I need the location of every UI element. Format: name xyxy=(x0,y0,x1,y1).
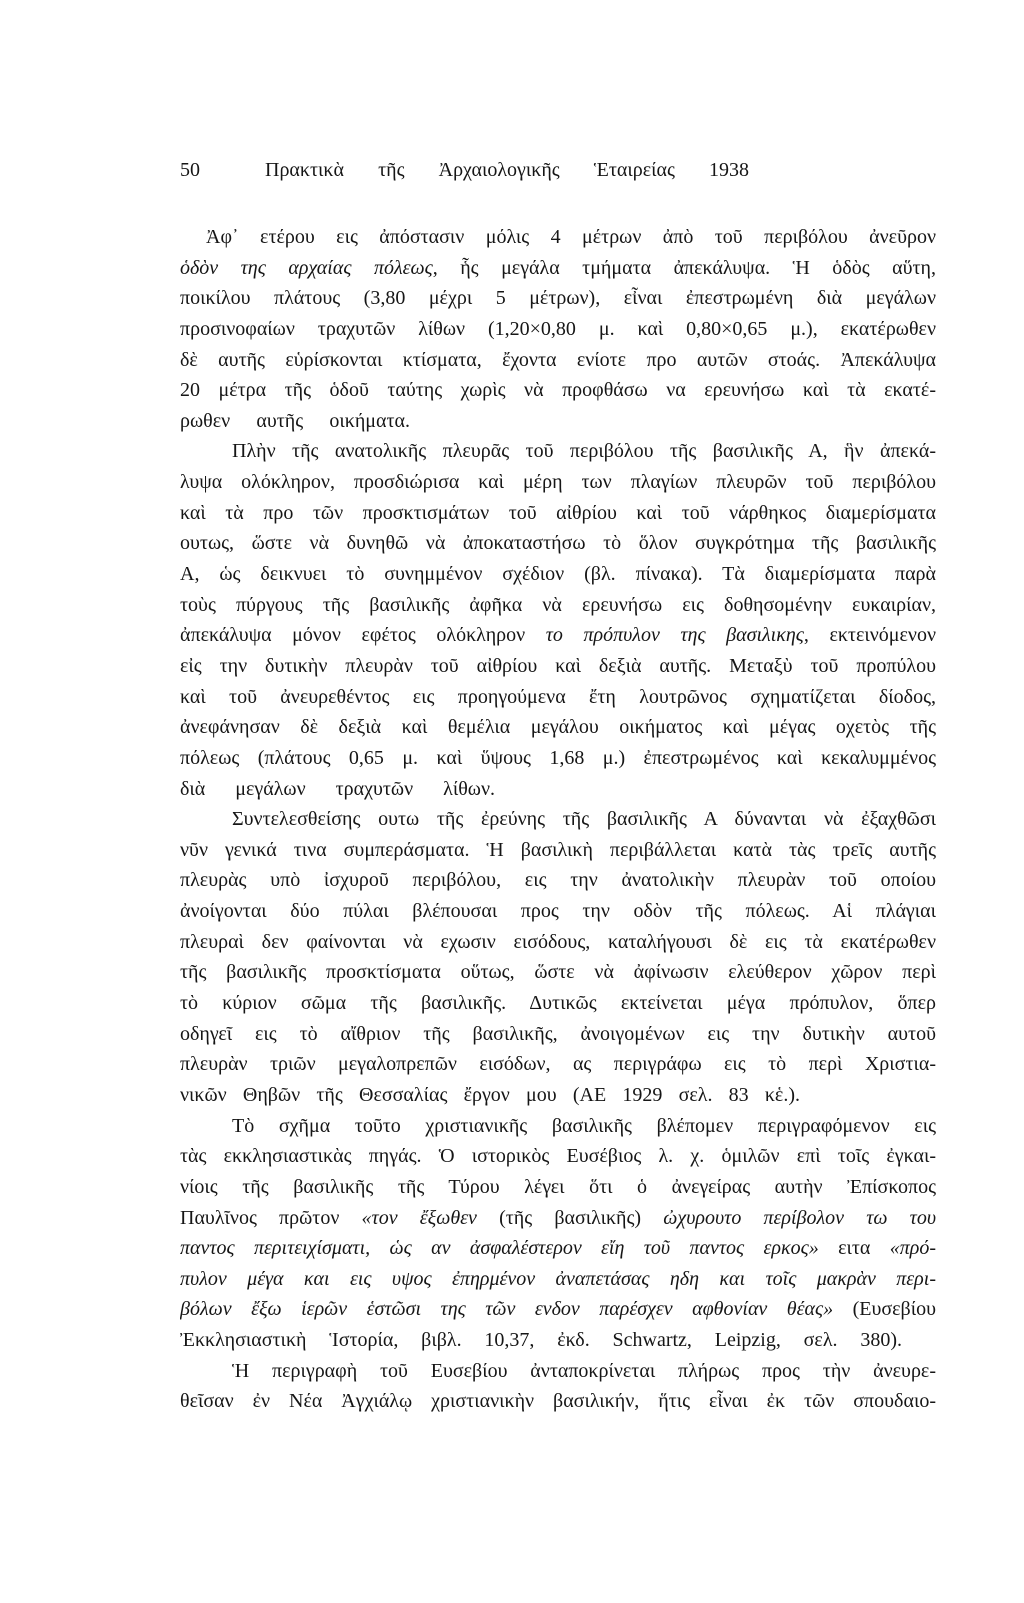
italic-text: ὁδὸν της αρχαίας πόλεως xyxy=(180,256,433,279)
page-number: 50 xyxy=(180,159,200,181)
text-line: πλευρὰς υπὸ ἰσχυροῦ περιβόλου, εις την ἀνατολικὴν πλευρὰν τοῦ οποίου xyxy=(180,869,936,892)
text-line: νικῶν Θηβῶν τῆς Θεσσαλίας ἔργον μου (ΑΕ 1929 σελ. 83 κἑ.). xyxy=(180,1083,800,1106)
text-line xyxy=(180,1233,936,1264)
italic-text: βόλων ἔξω ἱερῶν ἑστῶσι της τῶν ενδον παρέσχεν αφθονίαν θέας» xyxy=(180,1298,834,1321)
text-segment: , εκτεινόμενον xyxy=(803,624,936,647)
running-head: Πρακτικὰ τῆς Ἀρχαιολογικῆς Ἑταιρείας 1938 xyxy=(265,159,749,181)
text-segment: , ἧς μεγάλα τμήματα ἀπεκάλυψα. Ἡ ὁδὸς αὕτη, xyxy=(432,256,936,279)
text-line: ουτως, ὥστε νὰ δυνηθῶ νὰ ἀποκαταστήσω τὸ ὅλον συγκρότημα τῆς βασιλικῆς xyxy=(180,532,936,555)
text-line: προσινοφαίων τραχυτῶν λίθων (1,20×0,80 μ. καὶ 0,80×0,65 μ.), εκατέρωθεν xyxy=(180,317,936,340)
text-line: Ἡ περιγραφὴ τοῦ Ευσεβίου ἀνταποκρίνεται πλήρως προς τὴν ἀνευρε- xyxy=(232,1359,936,1382)
text-line: 20 μέτρα τῆς ὁδοῦ ταύτης χωρὶς νὰ προφθάσω να ερευνήσω καὶ τὰ εκατέ- xyxy=(180,379,936,402)
italic-text: «πρό- xyxy=(889,1237,936,1260)
text-line: πλευρὰν τριῶν μεγαλοπρεπῶν εισόδων, ας περιγράφω εις τὸ περὶ Χριστια- xyxy=(180,1053,936,1076)
text-line: οδηγεῖ εις τὸ αἴθριον τῆς βασιλικῆς, ἀνοιγομένων εις την δυτικὴν αυτοῦ xyxy=(180,1022,936,1045)
text-line xyxy=(180,253,936,284)
italic-text: το πρόπυλον της βασιλικης xyxy=(545,624,804,647)
text-line: τὸ κύριον σῶμα τῆς βασιλικῆς. Δυτικῶς εκτείνεται μέγα πρόπυλον, ὅπερ xyxy=(180,992,936,1015)
text-line: καὶ τοῦ ἀνευρεθέντος εις προηγούμενα ἔτη λουτρῶνος σχηματίζεται δίοδος, xyxy=(180,685,936,708)
text-line: Τὸ σχῆμα τοῦτο χριστιανικῆς βασιλικῆς βλέπομεν περιγραφόμενον εις xyxy=(232,1114,936,1137)
italic-text: «τον ἔξωθεν xyxy=(361,1206,477,1229)
text-line: πυλον μέγα και εις υψος ἐπηρμένον ἀναπετάσας ηδη και τοῖς μακρὰν περι- xyxy=(180,1267,936,1290)
text-line: θεῖσαν ἐν Νέα Ἀγχιάλῳ χριστιανικὴν βασιλικήν, ἥτις εἶναι ἐκ τῶν σπουδαιο- xyxy=(180,1390,936,1413)
text-line: εἰς την δυτικὴν πλευρὰν τοῦ αἰθρίου καὶ δεξιὰ αυτῆς. Μεταξὺ τοῦ προπύλου xyxy=(180,654,936,677)
text-segment: (Ευσεβίου xyxy=(833,1298,936,1321)
text-line: δὲ αυτῆς εὑρίσκονται κτίσματα, ἔχοντα ενίοτε προ αυτῶν στοάς. Ἀπεκάλυψα xyxy=(180,348,936,371)
text-line: ρωθεν αυτῆς οικήματα. xyxy=(180,409,410,432)
text-line: ποικίλου πλάτους (3,80 μέχρι 5 μέτρων), εἶναι ἐπεστρωμένη διὰ μεγάλων xyxy=(180,287,936,310)
text-line: Ἐκκλησιαστικὴ Ἱστορία, βιβλ. 10,37, ἐκδ. Schwartz, Leipzig, σελ. 380). xyxy=(180,1329,902,1352)
text-line: ἀνοίγονται δύο πύλαι βλέπουσαι προς την οδὸν τῆς πόλεως. Αἱ πλάγιαι xyxy=(180,900,936,923)
text-line xyxy=(180,1294,936,1325)
text-line: τοὺς πύργους τῆς βασιλικῆς ἀφῆκα νὰ ερευνήσω εις δοθησομένην ευκαιρίαν, xyxy=(180,593,936,616)
text-segment: (τῆς βασιλικῆς) xyxy=(476,1206,664,1229)
body-text xyxy=(180,222,936,1417)
text-line: τὰς εκκλησιαστικὰς πηγάς. Ὁ ιστορικὸς Ευσέβιος λ. χ. ὁμιλῶν επὶ τοῖς ἐγκαι- xyxy=(180,1145,936,1168)
text-line: Α, ὡς δεικνυει τὸ συνημμένον σχέδιον (βλ. πίνακα). Τὰ διαμερίσματα παρὰ xyxy=(180,563,936,586)
text-line xyxy=(180,1203,936,1234)
text-line: διὰ μεγάλων τραχυτῶν λίθων. xyxy=(180,777,495,800)
text-line: Πλὴν τῆς ανατολικῆς πλευρᾶς τοῦ περιβόλου τῆς βασιλικῆς Α, ἣν ἀπεκά- xyxy=(232,440,936,463)
text-line xyxy=(180,620,936,651)
text-line: πόλεως (πλάτους 0,65 μ. καὶ ὕψους 1,68 μ.) ἐπεστρωμένος καὶ κεκαλυμμένος xyxy=(180,746,936,769)
text-segment: ειτα xyxy=(818,1237,890,1260)
text-line: νῦν γενικά τινα συμπεράσματα. Ἡ βασιλικὴ περιβάλλεται κατὰ τὰς τρεῖς αυτῆς xyxy=(180,838,936,861)
text-line: Ἀφ᾽ ετέρου εις ἀπόστασιν μόλις 4 μέτρων ἀπὸ τοῦ περιβόλου ἀνεῦρον xyxy=(206,226,936,248)
text-line: ἀνεφάνησαν δὲ δεξιὰ καὶ θεμέλια μεγάλου οικήματος καὶ μέγας οχετὸς τῆς xyxy=(180,716,936,739)
text-line: καὶ τὰ προ τῶν προσκτισμάτων τοῦ αἰθρίου καὶ τοῦ νάρθηκος διαμερίσματα xyxy=(180,501,936,524)
italic-text: ὠχυρουτο περίβολον τω του xyxy=(663,1206,936,1229)
italic-text: παντος περιτειχίσματι, ὡς αν ἀσφαλέστερον εἴη τοῦ παντος ερκος» xyxy=(180,1237,819,1260)
text-segment: ἀπεκάλυψα μόνον εφέτος ολόκληρον xyxy=(180,624,546,647)
text-line: νίοις τῆς βασιλικῆς τῆς Τύρου λέγει ὅτι ὁ ἀνεγείρας αυτὴν Ἐπίσκοπος xyxy=(180,1175,936,1198)
text-line: τῆς βασιλικῆς προσκτίσματα οὕτως, ὥστε νὰ ἀφίνωσιν ελεύθερον χῶρον περὶ xyxy=(180,961,936,984)
text-line: Συντελεσθείσης ουτω τῆς ἐρεύνης τῆς βασιλικῆς Α δύνανται νὰ ἐξαχθῶσι xyxy=(232,808,936,831)
text-segment: Παυλῖνος πρῶτον xyxy=(180,1206,362,1229)
text-line: πλευραὶ δεν φαίνονται νὰ εχωσιν εισόδους, καταλήγουσι δὲ εις τὰ εκατέρωθεν xyxy=(180,930,936,953)
text-line: λυψα ολόκληρον, προσδιώρισα καὶ μέρη των πλαγίων πλευρῶν τοῦ περιβόλου xyxy=(180,471,936,494)
